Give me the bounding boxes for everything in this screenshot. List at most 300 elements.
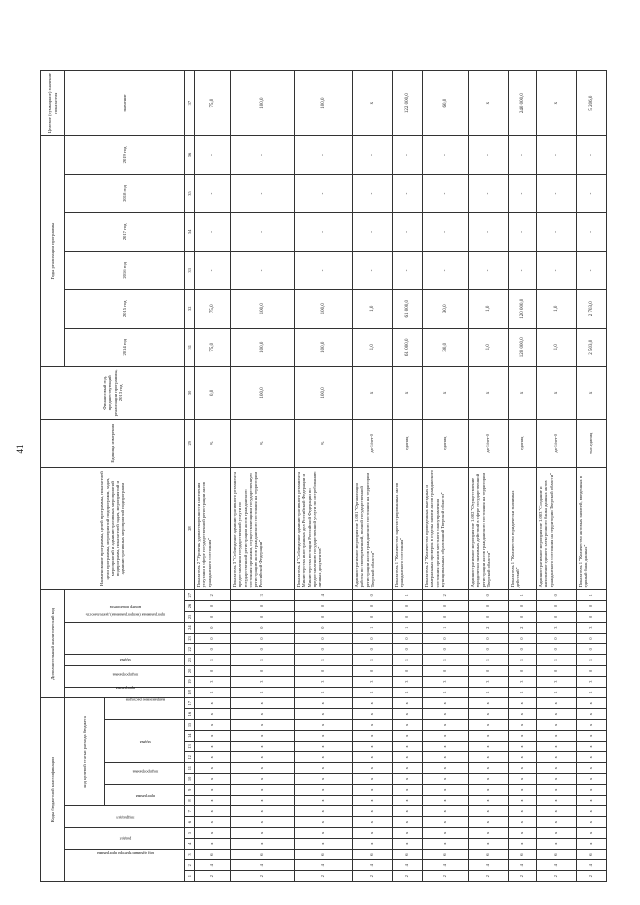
code-cell: 0 <box>195 633 231 644</box>
code-cell: x <box>353 720 393 731</box>
target-value-cell: 5 206,0 <box>577 71 607 136</box>
year-value-cell: - <box>423 136 469 174</box>
code-cell: 1 <box>509 590 537 601</box>
table-row <box>295 71 353 882</box>
code-cell: x <box>577 828 607 839</box>
year-value-cell: - <box>469 174 509 212</box>
code-cell: x <box>469 730 509 741</box>
code-cell: 3 <box>537 676 577 687</box>
year-value-cell: - <box>423 174 469 212</box>
year-value-cell: 75,0 <box>195 328 231 366</box>
unit-header: Единица измерения <box>41 419 185 467</box>
year-value-cell: - <box>537 136 577 174</box>
code-cell: x <box>537 720 577 731</box>
column-number: 22 <box>185 644 195 655</box>
code-cell: x <box>537 828 577 839</box>
code-cell: 0 <box>469 644 509 655</box>
code-cell: x <box>537 838 577 849</box>
code-cell: x <box>577 795 607 806</box>
code-cell: 4 <box>577 860 607 871</box>
code-cell: x <box>469 817 509 828</box>
code-cell: x <box>353 763 393 774</box>
unit-cell: единиц <box>423 419 469 467</box>
code-cell: 0 <box>577 601 607 612</box>
code-cell: x <box>537 741 577 752</box>
code-cell: 0 <box>509 665 537 676</box>
code-cell: 1 <box>393 655 423 666</box>
year-value-cell: - <box>537 213 577 251</box>
program-indicators-table <box>40 70 607 882</box>
code-cell: 4 <box>423 860 469 871</box>
years-header: Годы реализации программы <box>41 136 65 367</box>
code-cell: 0 <box>577 611 607 622</box>
section-header: раздел <box>65 828 185 850</box>
year-value-cell: - <box>231 174 295 212</box>
code-cell: x <box>577 838 607 849</box>
code-cell: 0 <box>195 601 231 612</box>
code-cell: 3 <box>537 622 577 633</box>
code-cell: x <box>295 763 353 774</box>
code-cell: 3 <box>231 676 295 687</box>
code-cell: x <box>195 752 231 763</box>
code-cell: 0 <box>353 601 393 612</box>
code-cell: x <box>423 817 469 828</box>
code-cell: 2 <box>509 622 537 633</box>
subprogram-code-header: подпрограмма <box>105 763 185 785</box>
code-cell: 0 <box>469 633 509 644</box>
code-cell: x <box>295 774 353 785</box>
code-cell: x <box>423 730 469 741</box>
code-cell: x <box>577 698 607 709</box>
year-value-cell: - <box>353 136 393 174</box>
page-number: 41 <box>15 444 25 454</box>
code-cell: 2 <box>577 871 607 882</box>
subprogram-header: подпрограмма <box>65 665 185 687</box>
year-value-cell: 120 000,0 <box>509 290 537 328</box>
unit-cell: % <box>195 419 231 467</box>
code-cell: x <box>195 698 231 709</box>
year-value-cell: - <box>577 174 607 212</box>
code-cell: 0 <box>195 622 231 633</box>
code-cell: x <box>353 806 393 817</box>
code-cell: x <box>577 730 607 741</box>
goal-code-header: задача <box>105 720 185 763</box>
code-cell: x <box>231 730 295 741</box>
code-cell: x <box>393 709 423 720</box>
code-cell: x <box>195 817 231 828</box>
table-row <box>537 71 577 882</box>
code-cell: 0 <box>393 633 423 644</box>
code-cell: x <box>393 784 423 795</box>
code-cell: 2 <box>423 871 469 882</box>
code-cell: 0 <box>353 665 393 676</box>
year-value-cell: - <box>295 251 353 289</box>
column-number: 5 <box>185 828 195 839</box>
code-cell: 1 <box>423 622 469 633</box>
code-cell: x <box>577 806 607 817</box>
table-row <box>509 71 537 882</box>
code-cell: 1 <box>423 687 469 698</box>
code-cell: x <box>423 828 469 839</box>
fin-year-cell: x <box>393 366 423 419</box>
code-cell: x <box>231 806 295 817</box>
code-cell: x <box>537 774 577 785</box>
unit-cell: единиц <box>393 419 423 467</box>
year-value-cell: - <box>423 213 469 251</box>
code-cell: x <box>231 741 295 752</box>
code-cell: x <box>295 720 353 731</box>
table-row <box>469 71 509 882</box>
code-cell: 1 <box>393 687 423 698</box>
code-cell: 0 <box>231 665 295 676</box>
code-cell: x <box>393 828 423 839</box>
code-cell: 0 <box>423 665 469 676</box>
code-cell: x <box>295 784 353 795</box>
year-value-cell: - <box>577 251 607 289</box>
code-cell: 0 <box>537 590 577 601</box>
code-cell: 2 <box>423 590 469 601</box>
unit-cell: единиц <box>509 419 537 467</box>
column-number: 35 <box>185 174 195 212</box>
code-cell: 1 <box>195 655 231 666</box>
column-number: 4 <box>185 838 195 849</box>
code-cell: x <box>353 774 393 785</box>
code-cell: 3 <box>231 590 295 601</box>
year-value-cell: - <box>353 213 393 251</box>
column-number: 29 <box>185 419 195 467</box>
name-cell: Показатель 2 "Уровень удовлетворенности населения услугами в сфере государственной регистрации актов гражданского состояния" <box>195 467 231 590</box>
target-value-header: значение <box>65 71 185 136</box>
rotated-table-sheet <box>40 70 615 882</box>
code-cell: x <box>537 806 577 817</box>
code-cell: x <box>231 828 295 839</box>
code-cell: 0 <box>537 665 577 676</box>
column-number: 24 <box>185 622 195 633</box>
year-value-cell: - <box>509 251 537 289</box>
name-cell: Административное мероприятие 1.002 "Осуществление юридически значимых действий в сфере государственной регистрации актов гражданского состояния на территории Тверской области" <box>469 467 509 590</box>
code-cell: x <box>509 838 537 849</box>
year-value-cell: - <box>577 136 607 174</box>
year-value-cell: 100,0 <box>295 290 353 328</box>
column-number: 15 <box>185 720 195 731</box>
code-cell: x <box>509 817 537 828</box>
column-number: 21 <box>185 655 195 666</box>
name-cell: Административное мероприятие 1.001 "Организация работы по своевременной, полной государственной регистрации актов гражданского состояния на территории Тверской области" <box>353 467 393 590</box>
year-value-cell: - <box>577 213 607 251</box>
code-cell: 0 <box>423 601 469 612</box>
column-number: 36 <box>185 136 195 174</box>
year-value-cell: - <box>353 174 393 212</box>
code-cell: 0 <box>393 644 423 655</box>
code-cell: x <box>195 774 231 785</box>
column-number: 28 <box>185 467 195 590</box>
code-cell: 0 <box>195 611 231 622</box>
year-2015-header: 2015 год <box>65 290 185 328</box>
year-value-cell: - <box>537 251 577 289</box>
year-value-cell: - <box>195 174 231 212</box>
code-cell: x <box>295 795 353 806</box>
code-cell: 0 <box>469 665 509 676</box>
year-value-cell: 100,0 <box>231 290 295 328</box>
table-row <box>195 71 231 882</box>
code-cell: x <box>231 795 295 806</box>
code-cell: x <box>509 752 537 763</box>
code-cell: x <box>509 806 537 817</box>
year-value-cell: 2 703,0 <box>577 290 607 328</box>
name-cell: Показатель 1 "Количество зарегистрированных актов гражданского состояния" <box>393 467 423 590</box>
code-cell: x <box>195 838 231 849</box>
code-cell: 1 <box>423 655 469 666</box>
code-cell: x <box>231 709 295 720</box>
year-value-cell: - <box>469 251 509 289</box>
code-cell: x <box>509 763 537 774</box>
code-cell: 2 <box>195 590 231 601</box>
code-cell: 0 <box>353 611 393 622</box>
code-cell: x <box>469 838 509 849</box>
code-cell: 4 <box>537 860 577 871</box>
code-cell: x <box>423 795 469 806</box>
code-cell: 1 <box>537 687 577 698</box>
code-cell: 0 <box>509 633 537 644</box>
code-cell: x <box>469 698 509 709</box>
code-cell: x <box>393 698 423 709</box>
code-cell: x <box>393 763 423 774</box>
column-number: 32 <box>185 290 195 328</box>
code-cell: x <box>231 763 295 774</box>
fin-year-cell: 100,0 <box>231 366 295 419</box>
code-cell: 1 <box>469 687 509 698</box>
code-cell: x <box>195 828 231 839</box>
year-2019-header: 2019 год <box>65 136 185 174</box>
code-cell: x <box>509 709 537 720</box>
target-value-cell: x <box>469 71 509 136</box>
year-value-cell: - <box>231 213 295 251</box>
year-value-cell: - <box>509 174 537 212</box>
code-cell: 4 <box>469 860 509 871</box>
column-number: 30 <box>185 366 195 419</box>
code-cell: x <box>295 709 353 720</box>
year-2016-header: 2016 год <box>65 251 185 289</box>
code-cell: 1 <box>231 687 295 698</box>
code-cell: 0 <box>577 665 607 676</box>
year-value-cell: 1,0 <box>537 328 577 366</box>
code-cell: x <box>195 730 231 741</box>
year-2017-header: 2017 год <box>65 213 185 251</box>
code-cell: 0 <box>537 611 577 622</box>
code-cell: x <box>393 817 423 828</box>
code-cell: 3 <box>577 622 607 633</box>
year-value-cell: - <box>423 251 469 289</box>
target-value-cell: 60,0 <box>423 71 469 136</box>
target-value-cell: 100,0 <box>231 71 295 136</box>
code-cell: x <box>231 784 295 795</box>
code-cell: 1 <box>231 655 295 666</box>
year-value-cell: 61 000,0 <box>393 290 423 328</box>
table-row <box>231 71 295 882</box>
code-cell: x <box>195 720 231 731</box>
column-number: 25 <box>185 611 195 622</box>
year-value-cell: 2 503,0 <box>577 328 607 366</box>
code-cell: 4 <box>509 860 537 871</box>
code-cell: 2 <box>509 871 537 882</box>
code-cell: 0 <box>295 611 353 622</box>
code-cell: 3 <box>577 676 607 687</box>
column-number: 9 <box>185 784 195 795</box>
code-cell: x <box>195 806 231 817</box>
fin-year-header: Финансовый год, предшествующий реализации программы, 2013 год <box>41 366 185 419</box>
code-cell: 1 <box>577 655 607 666</box>
column-number: 7 <box>185 806 195 817</box>
fin-year-cell: 100,0 <box>295 366 353 419</box>
column-number: 37 <box>185 71 195 136</box>
program-code-header: программа <box>105 784 185 806</box>
code-cell: 6 <box>295 849 353 860</box>
code-cell: x <box>577 774 607 785</box>
code-cell: x <box>353 698 393 709</box>
year-value-cell: 1,0 <box>353 328 393 366</box>
table-row <box>423 71 469 882</box>
fin-year-cell: 0,0 <box>195 366 231 419</box>
code-cell: x <box>469 828 509 839</box>
code-cell: 6 <box>469 849 509 860</box>
year-2018-header: 2018 год <box>65 174 185 212</box>
unit-cell: % <box>231 419 295 467</box>
column-number: 23 <box>185 633 195 644</box>
unit-cell: да-1/нет-0 <box>537 419 577 467</box>
year-value-cell: 30,0 <box>423 328 469 366</box>
code-cell: 1 <box>353 622 393 633</box>
column-number: 16 <box>185 709 195 720</box>
code-cell: x <box>537 709 577 720</box>
code-cell: 3 <box>469 676 509 687</box>
code-cell: 2 <box>295 871 353 882</box>
year-value-cell: 1,0 <box>469 290 509 328</box>
code-cell: x <box>295 838 353 849</box>
year-value-cell: - <box>231 251 295 289</box>
code-cell: 0 <box>295 665 353 676</box>
code-cell: 1 <box>393 590 423 601</box>
code-cell: x <box>469 784 509 795</box>
column-number: 17 <box>185 698 195 709</box>
fin-year-cell: x <box>423 366 469 419</box>
code-cell: 0 <box>537 644 577 655</box>
code-cell: 4 <box>393 860 423 871</box>
column-number: 18 <box>185 687 195 698</box>
column-number: 31 <box>185 328 195 366</box>
code-cell: x <box>509 795 537 806</box>
code-cell: x <box>393 795 423 806</box>
code-cell: x <box>393 806 423 817</box>
code-cell: 0 <box>423 633 469 644</box>
column-number: 12 <box>185 752 195 763</box>
column-number: 19 <box>185 676 195 687</box>
year-value-cell: 61 000,0 <box>393 328 423 366</box>
code-cell: x <box>577 741 607 752</box>
code-cell: x <box>393 838 423 849</box>
code-cell: 0 <box>393 601 423 612</box>
year-value-cell: 1,0 <box>469 328 509 366</box>
code-cell: x <box>423 698 469 709</box>
table-row <box>577 71 607 882</box>
code-cell: 0 <box>469 601 509 612</box>
rotated-table-frame <box>40 70 615 882</box>
code-cell: 0 <box>195 644 231 655</box>
code-cell: 3 <box>353 676 393 687</box>
code-cell: 4 <box>195 860 231 871</box>
year-value-cell: - <box>393 136 423 174</box>
code-cell: x <box>393 752 423 763</box>
code-cell: 6 <box>393 849 423 860</box>
column-numbers-row <box>185 71 195 882</box>
year-value-cell: 120 000,0 <box>509 328 537 366</box>
code-cell: x <box>537 795 577 806</box>
name-cell: Показатель 1 "Количество актовых записей, введенных в единый банк данных" <box>577 467 607 590</box>
year-value-cell: - <box>393 213 423 251</box>
code-cell: x <box>423 709 469 720</box>
year-value-cell: - <box>295 136 353 174</box>
code-cell: 2 <box>393 871 423 882</box>
code-cell: 0 <box>469 611 509 622</box>
column-number: 26 <box>185 601 195 612</box>
code-cell: 0 <box>537 601 577 612</box>
code-cell: x <box>537 698 577 709</box>
code-cell: 1 <box>469 655 509 666</box>
year-value-cell: - <box>509 213 537 251</box>
unit-cell: % <box>295 419 353 467</box>
code-cell: x <box>353 828 393 839</box>
year-value-cell: - <box>469 213 509 251</box>
code-cell: x <box>353 709 393 720</box>
code-cell: x <box>509 730 537 741</box>
code-cell: 0 <box>423 644 469 655</box>
column-number: 11 <box>185 763 195 774</box>
code-cell: x <box>231 838 295 849</box>
code-cell: x <box>469 806 509 817</box>
code-cell: x <box>353 784 393 795</box>
code-cell: x <box>295 752 353 763</box>
target-value-cell: 75,0 <box>195 71 231 136</box>
administrator-header: код администратора программы <box>65 849 185 881</box>
code-cell: x <box>577 817 607 828</box>
code-cell: x <box>353 795 393 806</box>
code-cell: x <box>509 774 537 785</box>
code-cell: x <box>469 741 509 752</box>
code-cell: 0 <box>393 665 423 676</box>
code-cell: 1 <box>537 655 577 666</box>
code-cell: 0 <box>295 601 353 612</box>
table-row <box>393 71 423 882</box>
code-cell: 2 <box>231 871 295 882</box>
table-body <box>195 71 607 882</box>
goal-header: задача <box>65 655 185 666</box>
code-cell: x <box>353 730 393 741</box>
code-cell: 0 <box>295 622 353 633</box>
code-cell: 2 <box>469 871 509 882</box>
column-number: 33 <box>185 251 195 289</box>
year-value-cell: - <box>469 136 509 174</box>
subsection-header: подраздел <box>65 806 185 828</box>
code-cell: x <box>537 730 577 741</box>
column-number: 8 <box>185 795 195 806</box>
table-row <box>353 71 393 882</box>
code-cell: x <box>469 774 509 785</box>
code-cell: x <box>393 741 423 752</box>
code-cell: x <box>195 795 231 806</box>
code-cell: x <box>469 763 509 774</box>
code-cell: x <box>509 698 537 709</box>
code-cell: 2 <box>353 871 393 882</box>
year-value-cell: - <box>509 136 537 174</box>
